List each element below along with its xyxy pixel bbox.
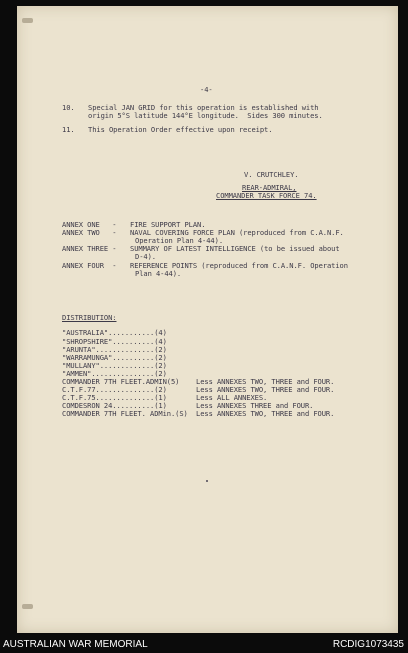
distribution-note: Less ANNEXES TWO, THREE and FOUR. [196,409,335,418]
page-number: -4- [200,85,213,94]
distribution-addressee: "SHROPSHIRE"..........(4) [62,337,167,346]
distribution-note: Less ANNEXES TWO, THREE and FOUR. [196,377,335,386]
signatory-command: COMMANDER TASK FORCE 74. [216,191,317,200]
signatory-rank: REAR-ADMIRAL, [242,183,297,192]
ink-dot [206,480,208,482]
annex-label: ANNEX TWO - [62,228,117,237]
distribution-note: Less ALL ANNEXES. [196,393,268,402]
distribution-addressee: COMMANDER 7TH FLEET.ADMIN(5) [62,377,180,386]
distribution-addressee: COMMANDER 7TH FLEET. ADMin.(S) [62,409,188,418]
annex-title-continued: D-4). [135,252,156,261]
distribution-addressee: "AUSTRALIA"...........(4) [62,328,167,337]
annex-title: SUMMARY OF LATEST INTELLIGENCE (to be issued about [130,244,340,253]
archive-reference: RCDIG1073435 [332,639,404,650]
paragraph-text: Special JAN GRID for this operation is established with [88,103,319,112]
distribution-addressee: C.T.F.75..............(1) [62,393,167,402]
punch-hole [22,604,33,609]
distribution-addressee: "WARRAMUNGA"..........(2) [62,353,167,362]
annex-label: ANNEX ONE - [62,220,117,229]
distribution-note: Less ANNEXES THREE and FOUR. [196,401,314,410]
annex-title: REFERENCE POINTS (reproduced from C.A.N.F. Operation [130,261,348,270]
paragraph-number: 11. [62,125,75,134]
annex-title: NAVAL COVERING FORCE PLAN (reproduced from C.A.N.F. [130,228,344,237]
distribution-heading: DISTRIBUTION: [62,313,117,322]
annex-label: ANNEX THREE - [62,244,117,253]
distribution-addressee: "ARUNTA"..............(2) [62,345,167,354]
distribution-addressee: "AMMEN"...............(2) [62,369,167,378]
annex-title: FIRE SUPPORT PLAN. [130,220,206,229]
paragraph-number: 10. [62,103,75,112]
archive-footer [0,637,408,653]
signatory-name: V. CRUTCHLEY. [244,170,299,179]
annex-label: ANNEX FOUR - [62,261,117,270]
distribution-addressee: COMDESRON 24..........(1) [62,401,167,410]
punch-hole [22,18,33,23]
archive-name: AUSTRALIAN WAR MEMORIAL [3,639,148,650]
paragraph-text: This Operation Order effective upon receipt. [88,125,273,134]
distribution-note: Less ANNEXES TWO, THREE and FOUR. [196,385,335,394]
annex-title-continued: Plan 4-44). [135,269,182,278]
distribution-addressee: "MULLANY".............(2) [62,361,167,370]
distribution-addressee: C.T.F.77..............(2) [62,385,167,394]
paragraph-text-continued: origin 5°S latitude 144°E longitude. Sides 300 minutes. [88,111,323,120]
annex-title-continued: Operation Plan 4-44). [135,236,224,245]
